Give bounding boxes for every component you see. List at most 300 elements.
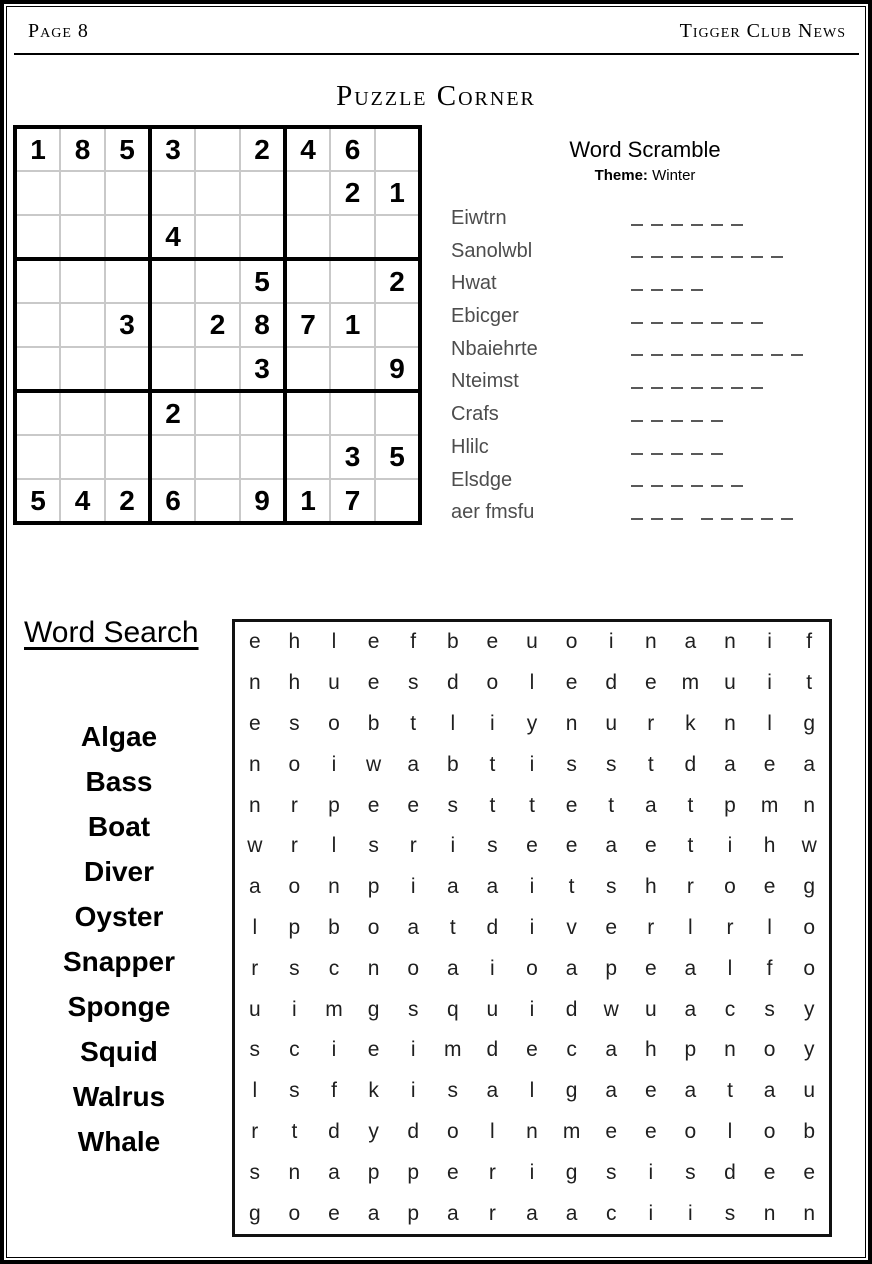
- word-search-letter: s: [289, 956, 300, 980]
- blank-dash: [691, 289, 703, 291]
- sudoku-cell-empty: [105, 215, 150, 259]
- blank-dash: [771, 354, 783, 356]
- word-search-letter: o: [328, 711, 340, 735]
- blank-dash: [631, 453, 643, 455]
- sudoku-cell-given: 9: [375, 347, 420, 391]
- blank-dash: [691, 420, 703, 422]
- word-search-letter: p: [367, 1160, 380, 1184]
- sudoku-cell-given: 3: [330, 435, 375, 479]
- word-search-letter: c: [328, 956, 340, 980]
- sudoku-cell-empty: [150, 435, 195, 479]
- scrambled-word: aer fmsfu: [451, 501, 535, 524]
- blank-dash: [691, 453, 703, 455]
- word-search-letter: q: [446, 997, 459, 1021]
- sudoku-cell-empty: [60, 435, 105, 479]
- word-search-letter: l: [727, 1119, 733, 1143]
- masthead-label: Tigger Club News: [679, 20, 846, 42]
- scramble-row: [444, 300, 846, 333]
- blank-dash: [671, 289, 683, 291]
- word-search-letter: d: [605, 671, 618, 695]
- sudoku-cell-empty: [285, 347, 330, 391]
- word-search-letter: i: [767, 671, 772, 695]
- blank-dash: [671, 322, 683, 324]
- scrambled-word: Hlilc: [451, 435, 489, 458]
- word-search-letter: e: [763, 875, 776, 899]
- sudoku-cell-empty: [195, 479, 240, 523]
- word-search-letter: s: [566, 752, 577, 776]
- sudoku-grid: [13, 125, 422, 525]
- word-search-letter: s: [605, 875, 617, 899]
- word-search-letter: n: [248, 752, 261, 776]
- word-search-letter: b: [328, 915, 340, 939]
- theme-value: Winter: [652, 167, 696, 184]
- scrambled-word: Nteimst: [451, 370, 519, 393]
- sudoku-cell-given: 1: [375, 171, 420, 215]
- word-search-letter: s: [368, 834, 379, 858]
- word-search-letter: a: [644, 793, 657, 817]
- blank-dash: [651, 387, 663, 389]
- word-list-item: Whale: [77, 1126, 161, 1157]
- word-search-letter: d: [684, 752, 697, 776]
- word-search-letter: v: [566, 915, 577, 939]
- sudoku-cell-empty: [330, 215, 375, 259]
- scramble-row: [444, 333, 846, 366]
- blank-dash: [631, 322, 643, 324]
- word-list-item: Squid: [80, 1036, 158, 1067]
- word-search-letter: n: [724, 711, 736, 735]
- word-search-letter: d: [328, 1119, 340, 1143]
- word-search-letter: u: [328, 671, 340, 695]
- word-search-letter: o: [684, 1119, 697, 1143]
- word-search-letter: e: [526, 834, 538, 858]
- word-search-letter: e: [526, 1038, 538, 1062]
- word-search-letter: e: [605, 1119, 618, 1143]
- word-search-letter: w: [366, 752, 382, 776]
- word-search-letter: n: [644, 630, 657, 654]
- blank-dash: [691, 387, 703, 389]
- word-scramble-theme: [444, 167, 846, 184]
- word-search-letter: w: [603, 997, 619, 1021]
- sudoku-cell-empty: [15, 171, 60, 215]
- sudoku-cell-empty: [60, 303, 105, 347]
- word-search-letter: h: [644, 1038, 657, 1062]
- sudoku-cell-given: 3: [105, 303, 150, 347]
- word-search-letter: n: [565, 711, 578, 735]
- word-search-letter: l: [767, 915, 772, 939]
- word-search-letter: e: [367, 793, 380, 817]
- word-search-letter: k: [685, 711, 696, 735]
- word-search-letter: t: [687, 834, 694, 858]
- word-search-letter: e: [367, 1038, 380, 1062]
- word-search-letter: a: [684, 1079, 697, 1103]
- word-list-item: Oyster: [74, 901, 164, 932]
- word-search-letter: m: [444, 1038, 462, 1062]
- blank-dash: [651, 420, 663, 422]
- word-search-letter: n: [803, 1201, 816, 1225]
- sudoku-cell-empty: [150, 171, 195, 215]
- scramble-row: [444, 496, 846, 529]
- blank-group: [631, 518, 683, 520]
- blank-dash: [731, 224, 743, 226]
- word-search-letter: t: [608, 793, 615, 817]
- word-search-letter: o: [565, 630, 578, 654]
- blank-dash: [671, 256, 683, 258]
- word-search-letter: y: [526, 711, 538, 735]
- sudoku-cell-given: 6: [150, 479, 195, 523]
- scramble-row: [444, 202, 846, 235]
- sudoku-cell-empty: [105, 391, 150, 435]
- word-search-letter: r: [251, 1119, 259, 1143]
- sudoku-cell-empty: [150, 347, 195, 391]
- blank-dash: [691, 224, 703, 226]
- sudoku-cell-given: 5: [105, 127, 150, 171]
- word-search-letter: r: [488, 1160, 496, 1184]
- word-search-letter: o: [763, 1038, 776, 1062]
- answer-blanks: [631, 387, 781, 389]
- sudoku-cell-empty: [330, 259, 375, 303]
- blank-dash: [631, 354, 643, 356]
- word-search-letter: h: [288, 630, 301, 654]
- word-search-letter: r: [251, 956, 259, 980]
- word-search-letter: d: [446, 671, 459, 695]
- word-search-letter: t: [410, 711, 417, 735]
- sudoku-cell-empty: [60, 259, 105, 303]
- word-search-letter: s: [407, 997, 419, 1021]
- word-search-letter: u: [248, 997, 261, 1021]
- word-search-letter: r: [290, 793, 298, 817]
- blank-dash: [691, 354, 703, 356]
- sudoku-cell-given: 2: [150, 391, 195, 435]
- blank-dash: [651, 224, 663, 226]
- word-search-letter: t: [727, 1079, 733, 1103]
- sudoku-cell-empty: [150, 259, 195, 303]
- blank-dash: [721, 518, 733, 520]
- sudoku-cell-empty: [375, 391, 420, 435]
- sudoku-cell-empty: [15, 215, 60, 259]
- blank-dash: [751, 387, 763, 389]
- blank-group: [631, 485, 743, 487]
- word-search-letter: o: [367, 915, 380, 939]
- word-search-letter: i: [529, 915, 535, 939]
- word-search-letter: e: [367, 671, 380, 695]
- sudoku-row: [15, 479, 420, 523]
- blank-dash: [701, 518, 713, 520]
- scramble-row: [444, 365, 846, 398]
- word-search-letter: u: [644, 997, 657, 1021]
- blank-dash: [651, 289, 663, 291]
- word-search-letter: p: [328, 793, 340, 817]
- word-search-letter: e: [565, 793, 578, 817]
- sudoku-cell-empty: [285, 391, 330, 435]
- word-search-letter: p: [288, 915, 301, 939]
- sudoku-cell-given: 2: [105, 479, 150, 523]
- word-search-letter: a: [565, 1201, 578, 1225]
- blank-group: [631, 322, 763, 324]
- sudoku-cell-empty: [195, 171, 240, 215]
- word-search-letter: r: [647, 711, 655, 735]
- word-search-letter: b: [803, 1119, 816, 1143]
- sudoku-cell-given: 1: [330, 303, 375, 347]
- blank-dash: [791, 354, 803, 356]
- word-search-letter: f: [806, 630, 813, 654]
- word-search-letter: a: [684, 630, 697, 654]
- word-search-letter: m: [760, 793, 779, 817]
- page-number-label: Page 8: [28, 20, 89, 42]
- word-search-letter: d: [486, 915, 499, 939]
- word-search-letter: a: [605, 834, 618, 858]
- word-search-letter: e: [644, 956, 657, 980]
- word-search-letter: n: [367, 956, 380, 980]
- blank-group: [631, 387, 763, 389]
- word-search-letter: u: [605, 711, 618, 735]
- word-search-letter: p: [724, 793, 736, 817]
- blank-dash: [631, 224, 643, 226]
- word-search-letter: e: [367, 630, 380, 654]
- word-search-letter: s: [764, 997, 775, 1021]
- sudoku-cell-empty: [195, 215, 240, 259]
- word-search-heading: Word Search: [24, 616, 199, 649]
- sudoku-cell-empty: [60, 171, 105, 215]
- word-search-letter: t: [449, 915, 456, 939]
- sudoku-cell-given: 2: [195, 303, 240, 347]
- blank-group: [631, 256, 783, 258]
- blank-dash: [671, 354, 683, 356]
- word-search-letter: d: [407, 1119, 420, 1143]
- sudoku-cell-empty: [60, 215, 105, 259]
- blank-dash: [631, 256, 643, 258]
- blank-dash: [691, 256, 703, 258]
- sudoku-cell-empty: [375, 127, 420, 171]
- word-search-letter: i: [529, 875, 535, 899]
- scramble-row: [444, 431, 846, 464]
- word-search-letter: r: [290, 834, 298, 858]
- sudoku-cell-empty: [15, 435, 60, 479]
- word-search-letter: p: [367, 875, 380, 899]
- word-search-letter: l: [727, 956, 733, 980]
- sudoku-cell-given: 5: [240, 259, 285, 303]
- sudoku-row: [15, 435, 420, 479]
- word-search-letter: p: [407, 1160, 420, 1184]
- blank-dash: [651, 256, 663, 258]
- word-search-letter: f: [410, 630, 417, 654]
- sudoku-cell-given: 3: [150, 127, 195, 171]
- word-search-letter: c: [289, 1038, 300, 1062]
- word-search-letter: n: [724, 630, 736, 654]
- sudoku-row: [15, 259, 420, 303]
- theme-label: Theme:: [594, 167, 648, 184]
- word-search-letter: l: [252, 1079, 258, 1103]
- sudoku-cell-empty: [285, 435, 330, 479]
- blank-group: [631, 453, 723, 455]
- word-list-item: Snapper: [62, 946, 176, 977]
- blank-dash: [731, 485, 743, 487]
- word-search-letter: a: [605, 1038, 618, 1062]
- word-search-letter: i: [410, 1079, 416, 1103]
- word-search-letter: o: [288, 1201, 301, 1225]
- word-search-letter: i: [608, 630, 614, 654]
- header-divider: [14, 53, 859, 55]
- word-search-letter: f: [331, 1079, 337, 1103]
- sudoku-cell-empty: [285, 215, 330, 259]
- sudoku-cell-empty: [150, 303, 195, 347]
- blank-dash: [741, 518, 753, 520]
- sudoku-cell-empty: [375, 303, 420, 347]
- word-search-letter: n: [328, 875, 340, 899]
- sudoku-cell-empty: [105, 259, 150, 303]
- blank-dash: [731, 256, 743, 258]
- sudoku-row: [15, 391, 420, 435]
- word-search-letter: e: [644, 834, 657, 858]
- word-search-letter: u: [803, 1079, 816, 1103]
- word-search-letter: o: [407, 956, 420, 980]
- word-search-letter: e: [763, 752, 776, 776]
- word-search-letter: o: [763, 1119, 776, 1143]
- word-search-letter: o: [526, 956, 538, 980]
- word-search-letter: g: [248, 1201, 261, 1225]
- word-search-letter: a: [486, 875, 499, 899]
- word-search-letter: d: [486, 1038, 499, 1062]
- sudoku-cell-given: 8: [60, 127, 105, 171]
- word-search-letter: c: [724, 997, 736, 1021]
- sudoku-cell-empty: [240, 215, 285, 259]
- word-search-letter: a: [248, 875, 261, 899]
- blank-dash: [691, 322, 703, 324]
- blank-dash: [671, 453, 683, 455]
- word-scramble-list: [444, 202, 846, 529]
- sudoku-row: [15, 171, 420, 215]
- word-search-letter: t: [687, 793, 694, 817]
- blank-group: [631, 224, 743, 226]
- word-search-letter: a: [684, 997, 697, 1021]
- sudoku-cell-empty: [285, 259, 330, 303]
- scrambled-word: Hwat: [451, 272, 497, 295]
- word-search-letter: e: [407, 793, 420, 817]
- word-search-letter: e: [486, 630, 499, 654]
- word-search-letter: e: [803, 1160, 816, 1184]
- sudoku-cell-given: 4: [60, 479, 105, 523]
- sudoku-cell-given: 6: [330, 127, 375, 171]
- word-search-letter: s: [724, 1201, 736, 1225]
- answer-blanks: [631, 420, 741, 422]
- word-search-letter: e: [763, 1160, 776, 1184]
- word-scramble-title: Word Scramble: [569, 137, 721, 162]
- sudoku-cell-given: 4: [285, 127, 330, 171]
- word-search-letter: e: [248, 630, 261, 654]
- word-search-grid: [232, 619, 832, 1237]
- blank-dash: [711, 420, 723, 422]
- word-search-letter: l: [252, 915, 258, 939]
- sudoku-cell-given: 5: [15, 479, 60, 523]
- answer-blanks: [631, 453, 741, 455]
- word-search-letter: s: [605, 1160, 617, 1184]
- word-search-letter: i: [648, 1160, 654, 1184]
- word-search-letter: p: [407, 1201, 420, 1225]
- answer-blanks: [631, 289, 721, 291]
- sudoku-cell-given: 1: [285, 479, 330, 523]
- word-search-letter: i: [450, 834, 456, 858]
- blank-dash: [651, 354, 663, 356]
- sudoku-cell-given: 9: [240, 479, 285, 523]
- word-search-letter: o: [446, 1119, 459, 1143]
- word-search-letter: i: [688, 1201, 693, 1225]
- scramble-row: [444, 464, 846, 497]
- word-search-letter: a: [328, 1160, 340, 1184]
- word-search-letter: o: [486, 671, 499, 695]
- blank-dash: [651, 322, 663, 324]
- blank-group: [701, 518, 793, 520]
- word-search-letter: a: [446, 956, 459, 980]
- word-search-letter: o: [724, 875, 736, 899]
- word-search-letter: y: [368, 1119, 379, 1143]
- word-search-letter: i: [529, 997, 535, 1021]
- word-search-letter: l: [331, 834, 337, 858]
- word-search-letter: l: [688, 915, 693, 939]
- blank-dash: [711, 387, 723, 389]
- word-search-letter: n: [288, 1160, 301, 1184]
- word-list-item: Diver: [83, 856, 155, 887]
- sudoku-cell-empty: [105, 171, 150, 215]
- sudoku-cell-empty: [285, 171, 330, 215]
- word-search-letter: e: [644, 671, 657, 695]
- word-search-letter: a: [367, 1201, 380, 1225]
- word-search-letter: c: [605, 1201, 617, 1225]
- word-search-letter: l: [490, 1119, 495, 1143]
- word-search-letter: g: [367, 997, 380, 1021]
- sudoku-cell-empty: [375, 479, 420, 523]
- sudoku-cell-given: 2: [240, 127, 285, 171]
- word-search-letter: e: [605, 915, 618, 939]
- word-search-letter: b: [367, 711, 380, 735]
- blank-dash: [691, 485, 703, 487]
- word-search-letter: r: [488, 1201, 496, 1225]
- answer-blanks: [631, 485, 761, 487]
- sudoku-cell-empty: [375, 215, 420, 259]
- blank-dash: [751, 354, 763, 356]
- word-search-letter: d: [565, 997, 578, 1021]
- word-search-letter: k: [368, 1079, 379, 1103]
- word-search-letter: w: [801, 834, 817, 858]
- blank-dash: [671, 518, 683, 520]
- blank-dash: [631, 420, 643, 422]
- word-search-letter: o: [803, 956, 816, 980]
- word-search-letter: a: [407, 915, 420, 939]
- word-search-letter: n: [248, 671, 261, 695]
- word-search-letter: a: [763, 1079, 776, 1103]
- blank-group: [631, 289, 703, 291]
- blank-dash: [651, 485, 663, 487]
- word-search-letter: i: [767, 630, 772, 654]
- word-search-letter: o: [288, 752, 301, 776]
- word-search-letter: r: [409, 834, 417, 858]
- scrambled-word: Elsdge: [451, 468, 513, 491]
- word-search-letter: l: [529, 671, 535, 695]
- word-search-letter: s: [447, 1079, 459, 1103]
- sudoku-cell-empty: [15, 347, 60, 391]
- word-search-letter: h: [288, 671, 301, 695]
- scrambled-word: Nbaiehrte: [451, 337, 538, 360]
- word-search-letter: t: [529, 793, 535, 817]
- word-search-letter: w: [247, 834, 263, 858]
- word-scramble-section: [444, 137, 846, 529]
- blank-dash: [651, 453, 663, 455]
- blank-dash: [731, 387, 743, 389]
- word-search-letter: t: [489, 752, 496, 776]
- sudoku-row: [15, 347, 420, 391]
- word-search-letter: i: [529, 752, 535, 776]
- word-search-letter: i: [292, 997, 297, 1021]
- word-list-item: Walrus: [72, 1081, 166, 1112]
- word-search-letter: r: [647, 915, 655, 939]
